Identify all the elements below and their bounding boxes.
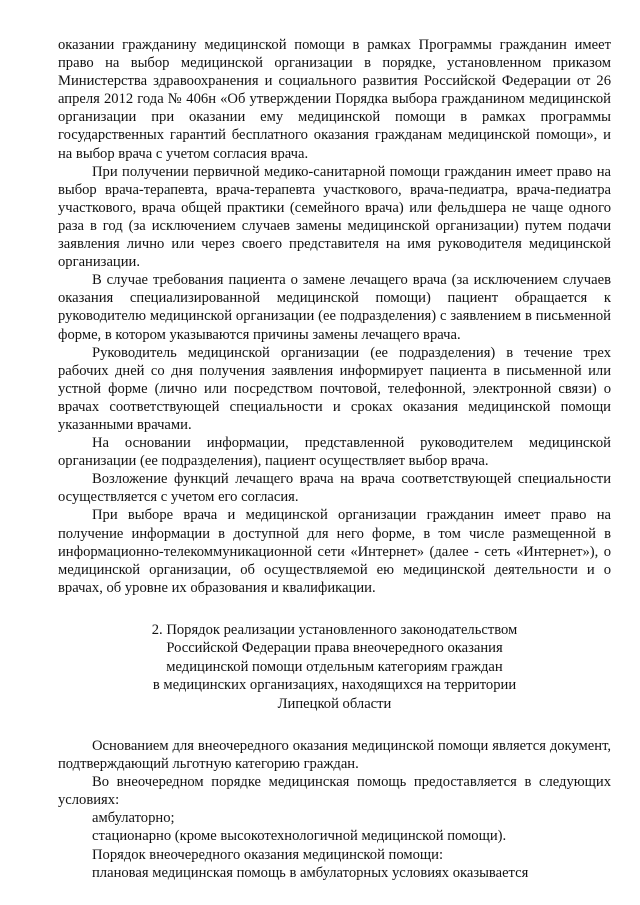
section-heading (58, 621, 611, 713)
heading-line: 2. Порядок реализации установленного законодательством (151, 621, 518, 638)
heading-line: медицинской помощи отдельным категориям граждан (166, 658, 503, 675)
paragraph: Руководитель медицинской организации (ее подразделения) в течение трех рабочих дней со дня получения заявления информирует пациента в письменной или устной форме (лично или посредством почтовой, телефонной, электронной связи) о врачах соответствующей специальности и сроках оказания медицинской помощи указанными врачами. (58, 344, 611, 433)
paragraph: Основанием для внеочередного оказания медицинской помощи является документ, подтверждающий льготную категорию граждан. (58, 737, 611, 773)
paragraph: Порядок внеочередного оказания медицинской помощи: (92, 846, 443, 863)
paragraph: При выборе врача и медицинской организации гражданин имеет право на получение информации в доступной для него форме, в том числе размещенной в информационно-телекоммуникационной сети «Интернет» (далее - сеть «Интернет»), о медицинской организации, об осуществляемой ею медицинской деятельности и о врачах, об уровне их образования и квалификации. (58, 507, 611, 596)
paragraph: На основании информации, представленной руководителем медицинской организации (ее подразделения), пациент осуществляет выбор врача. (58, 435, 611, 470)
paragraph: При получении первичной медико-санитарной помощи гражданин имеет право на выбор врача-терапевта, врача-терапевта участкового, врача-педиатра, врача-педиатра участкового, врача общей практики (семейного врача) или фельдшера не чаще одного раза в год (за исключением случаев замены медицинской организации) путем подачи заявления лично или через своего представителя на имя руководителя медицинской организации. (58, 163, 611, 271)
heading-line: Липецкой области (277, 695, 392, 712)
heading-line: в медицинских организациях, находящихся на территории (152, 677, 517, 694)
list-item: амбулаторно; (92, 810, 175, 827)
document-page (58, 36, 611, 882)
list-item: плановая медицинская помощь в амбулаторных условиях оказывается (92, 864, 529, 881)
heading-line: Российской Федерации права внеочередного оказания (166, 640, 503, 657)
paragraph: Возложение функций лечащего врача на врача соответствующей специальности осуществляется с учетом его согласия. (58, 471, 611, 506)
paragraph: оказании гражданину медицинской помощи в рамках Программы гражданин имеет право на выбор медицинской организации в порядке, установленном приказом Министерства здравоохранения и социального развития Российской Федерации от 26 апреля 2012 года № 406н «Об утверждении Порядка выбора гражданином медицинской организации при оказании ему медицинской помощи в рамках программы государственных гарантий бесплатного оказания гражданам медицинской помощи», и на выбор врача с учетом согласия врача. (58, 37, 611, 162)
list-item: стационарно (кроме высокотехнологичной медицинской помощи). (92, 828, 507, 845)
paragraph: В случае требования пациента о замене лечащего врача (за исключением случаев оказания специализированной медицинской помощи) пациент обращается к руководителю медицинской организации (ее подразделения) с заявлением в письменной форме, в котором указываются причины замены лечащего врача. (58, 272, 611, 343)
paragraph: Во внеочередном порядке медицинская помощь предоставляется в следующих условиях: (58, 774, 611, 809)
